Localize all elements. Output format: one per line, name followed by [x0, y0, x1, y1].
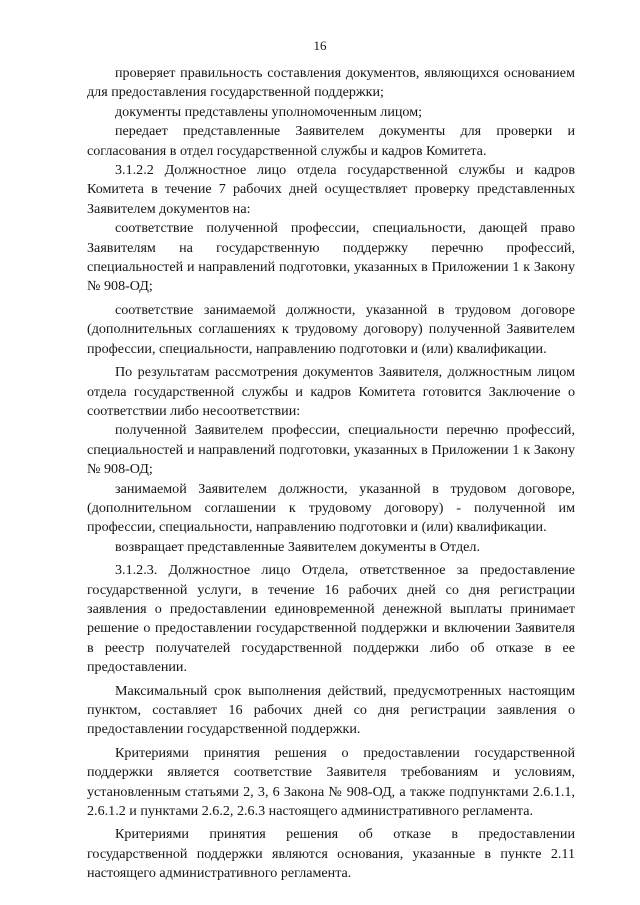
paragraph: передает представленные Заявителем документы для проверки и согласования в отдел государственной службы и кадров Комитета. [87, 123, 575, 159]
document-body [87, 64, 575, 884]
paragraph: занимаемой Заявителем должности, указанной в трудовом договоре, (дополнительном соглашении к трудовому договору) - полученной им профессии, специальности, направлению подготовки и (или) квалификации. [87, 480, 575, 536]
paragraph: По результатам рассмотрения документов Заявителя, должностным лицом отдела государственной службы и кадров Комитета готовится Заключение о соответствии либо несоответствии: [87, 364, 575, 419]
paragraph: возвращает представленные Заявителем документы в Отдел. [115, 538, 480, 555]
paragraph: проверяет правильность составления документов, являющихся основанием для предоставления государственной поддержки; [87, 65, 575, 101]
paragraph: полученной Заявителем профессии, специальности перечню профессий, специальностей и направлений подготовки, указанных в Приложении 1 к Закону № 908-ОД; [87, 422, 575, 478]
paragraph: Максимальный срок выполнения действий, предусмотренных настоящим пунктом, составляет 16 рабочих дней со дня регистрации заявления о предоставлении государственной поддержки. [87, 682, 575, 738]
paragraph: 3.1.2.3. Должностное лицо Отдела, ответственное за предоставление государственной услуги, в течение 16 рабочих дней со дня регистрации заявления о предоставлении единовременной денежной выплаты принимает решение о предоставлении государственной поддержки и включении Заявителя в реестр получателей государственной поддержки либо об отказе в ее предоставлении. [87, 562, 575, 676]
paragraph: документы представлены уполномоченным лицом; [115, 103, 423, 120]
paragraph: Критериями принятия решения о предоставлении государственной поддержки является соответствие Заявителя требованиям и условиям, установленным статьями 2, 3, 6 Закона № 908-ОД, а также подпунктами 2.6.1.1, 2.6.1.2 и пунктами 2.6.2, 2.6.3 настоящего административного регламента. [87, 744, 575, 820]
paragraph: соответствие полученной профессии, специальности, дающей право Заявителям на государственную поддержку перечню профессий, специальностей и направлений подготовки, указанных в Приложении 1 к Закону № 908-ОД; [87, 220, 575, 295]
paragraph: Критериями принятия решения об отказе в предоставлении государственной поддержки являются основания, указанные в пункте 2.11 настоящего административного регламента. [87, 826, 575, 882]
page-number: 16 [313, 38, 327, 53]
paragraph: 3.1.2.2 Должностное лицо отдела государственной службы и кадров Комитета в течение 7 рабочих дней осуществляет проверку представленных Заявителем документов на: [87, 162, 575, 217]
paragraph: соответствие занимаемой должности, указанной в трудовом договоре (дополнительных соглашениях к трудовому договору) полученной Заявителем профессии, специальности, направлению подготовки и (или) квалификации. [87, 301, 575, 357]
